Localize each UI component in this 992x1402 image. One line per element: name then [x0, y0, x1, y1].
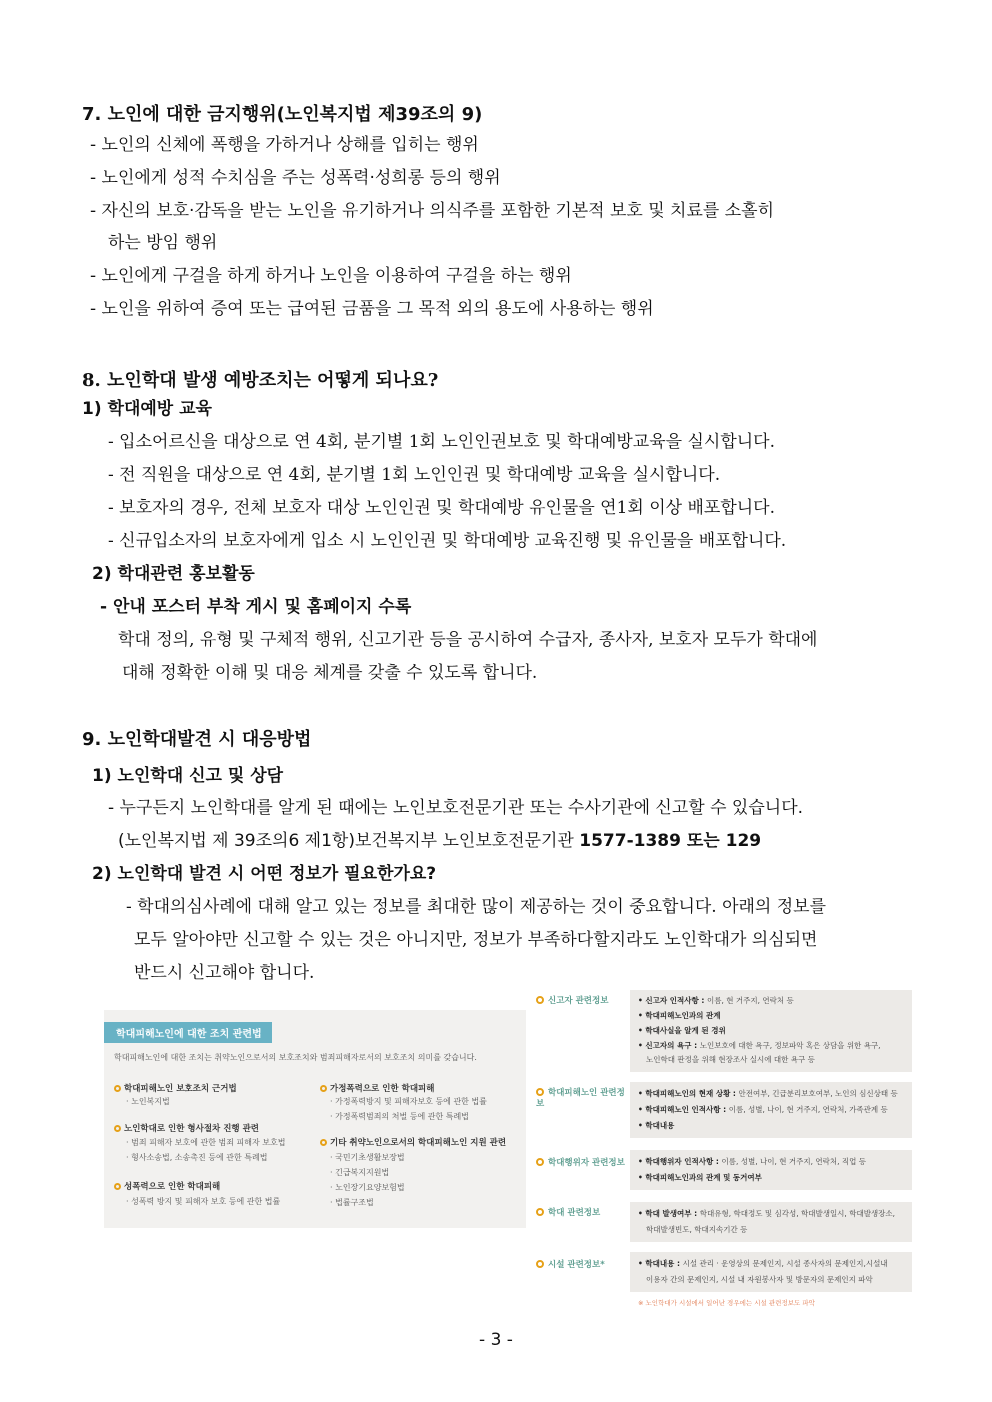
report-info-panel — [528, 990, 918, 1308]
law-item: · 국민기초생활보장법 — [330, 1153, 405, 1162]
bullet-ring-icon — [536, 1158, 544, 1166]
law-item: · 범죄 피해자 보호에 관한 범죄 피해자 보호법 — [126, 1138, 286, 1147]
section9-line: - 학대의심사례에 대해 알고 있는 정보를 최대한 많이 제공하는 것이 중요합니다. 아래의 정보를 — [126, 897, 827, 917]
section7-item: 하는 방임 행위 — [108, 233, 218, 253]
info-row-box: • 신고자 인적사항 : 이름, 현 거주지, 연락처 등 • 학대피해노인과의 관계 • 학대사실을 알게 된 경위 • 신고자의 욕구 : 노인보호에 대한 욕구, 정보파악 혹은 상담을 위한 욕구, 노인학대 판정을 위해 현장조사 실시에 대한 욕구 등 — [630, 990, 912, 1072]
bullet-ring-icon — [114, 1183, 121, 1190]
info-row-box: • 학대행위자 인적사항 : 이름, 성별, 나이, 현 거주지, 연락처, 직업 등 • 학대피해노인과의 관계 및 동거여부 — [630, 1150, 912, 1190]
law-item: · 가정폭력방지 및 피해자보호 등에 관한 법률 — [330, 1097, 487, 1106]
section8-item: - 입소어르신을 대상으로 연 4회, 분기별 1회 노인인권보호 및 학대예방교육을 실시합니다. — [108, 432, 775, 452]
info-row-label: 학대행위자 관련정보 — [536, 1158, 626, 1169]
section8-item: - 전 직원을 대상으로 연 4회, 분기별 1회 노인인권 및 학대예방 교육을 실시합니다. — [108, 465, 721, 485]
law-item: · 노인복지법 — [126, 1097, 170, 1106]
law-item: · 노인장기요양보험법 — [330, 1183, 405, 1192]
law-group-head: 기타 취약노인으로서의 학대피해노인 지원 관련 — [320, 1136, 506, 1148]
section7-title: 7. 노인에 대한 금지행위(노인복지법 제39조의 9) — [82, 104, 483, 125]
section9-line: 반드시 신고해야 합니다. — [134, 963, 315, 983]
law-group-head: 가정폭력으로 인한 학대피해 — [320, 1082, 434, 1094]
hotline-prefix: (노인복지법 제 39조의6 제1항)보건복지부 노인보호전문기관 — [118, 831, 580, 851]
law-item: · 긴급복지지원법 — [330, 1168, 390, 1177]
info-row-box: • 학대피해노인의 현재 상황 : 안전여부, 긴급분리보호여부, 노인의 심신상태 등 • 학대피해노인 인적사항 : 이름, 성별, 나이, 현 거주지, 연락처, 가족관계 등 • 학대내용 — [630, 1082, 912, 1138]
section8-sub2: 2) 학대관련 홍보활동 — [92, 564, 255, 584]
section9-line: 모두 알아야만 신고할 수 있는 것은 아니지만, 정보가 부족하다할지라도 노인학대가 의심되면 — [134, 930, 818, 950]
related-laws-title: 학대피해노인에 대한 조치 관련법 — [104, 1022, 272, 1043]
law-item: · 형사소송법, 소송촉진 등에 관한 특례법 — [126, 1153, 268, 1162]
info-row-box: • 학대내용 : 시설 관리 · 운영상의 문제인지, 시설 종사자의 문제인지,시설내 이용자 간의 문제인지, 시설 내 자원봉사자 및 방문자의 문제인지 파악 — [630, 1252, 912, 1292]
section7-item: - 노인에게 구걸을 하게 하거나 노인을 이용하여 구걸을 하는 행위 — [90, 266, 572, 286]
bullet-ring-icon — [320, 1085, 327, 1092]
info-row-label: 학대피해노인 관련정보 — [536, 1088, 625, 1109]
law-item: · 가정폭력범죄의 처벌 등에 관한 특례법 — [330, 1112, 469, 1121]
section8-line: 대해 정확한 이해 및 대응 체계를 갖출 수 있도록 합니다. — [122, 663, 538, 683]
section9-line: - 누구든지 노인학대를 알게 된 때에는 노인보호전문기관 또는 수사기관에 신고할 수 있습니다. — [108, 798, 804, 818]
law-item: · 법률구조법 — [330, 1198, 374, 1207]
bullet-ring-icon — [536, 996, 544, 1004]
info-row-label: 시설 관련정보* — [536, 1260, 626, 1271]
section7-item: - 노인을 위하여 증여 또는 급여된 금품을 그 목적 외의 용도에 사용하는 행위 — [90, 299, 654, 319]
law-item: · 성폭력 방지 및 피해자 보호 등에 관한 법률 — [126, 1197, 281, 1206]
section8-line: 학대 정의, 유형 및 구체적 행위, 신고기관 등을 공시하여 수급자, 종사자, 보호자 모두가 학대에 — [118, 630, 818, 650]
section8-title: 8. 노인학대 발생 예방조치는 어떻게 되나요? — [82, 370, 439, 391]
section9-title: 9. 노인학대발견 시 대응방법 — [82, 729, 312, 750]
section8-sub2-head: - 안내 포스터 부착 게시 및 홈페이지 수록 — [100, 597, 412, 617]
section9-hotline-line — [118, 829, 761, 853]
bullet-ring-icon — [320, 1139, 327, 1146]
section8-item: - 신규입소자의 보호자에게 입소 시 노인인권 및 학대예방 교육진행 및 유인물을 배포합니다. — [108, 531, 787, 551]
page-number: - 3 - — [479, 1330, 513, 1350]
section8-item: - 보호자의 경우, 전체 보호자 대상 노인인권 및 학대예방 유인물을 연1회 이상 배포합니다. — [108, 498, 775, 518]
section7-item: - 노인에게 성적 수치심을 주는 성폭력·성희롱 등의 행위 — [90, 168, 501, 188]
law-group-head: 노인학대로 인한 형사절차 진행 관련 — [114, 1122, 259, 1134]
info-row-label: 학대 관련정보 — [536, 1208, 626, 1219]
section7-item: - 자신의 보호·감독을 받는 노인을 유기하거나 의식주를 포함한 기본적 보호 및 치료를 소홀히 — [90, 201, 774, 221]
related-laws-panel — [104, 1010, 526, 1228]
bullet-ring-icon — [536, 1088, 544, 1096]
hotline-number: 1577-1389 또는 129 — [579, 831, 762, 851]
facility-note: ※ 노인학대가 시설에서 일어난 경우에는 시설 관련정보도 파악 — [638, 1299, 815, 1307]
bullet-ring-icon — [536, 1260, 544, 1268]
law-group-head: 성폭력으로 인한 학대피해 — [114, 1180, 220, 1192]
section9-sub2: 2) 노인학대 발견 시 어떤 정보가 필요한가요? — [92, 864, 437, 884]
section9-sub1: 1) 노인학대 신고 및 상담 — [92, 766, 284, 786]
bullet-ring-icon — [114, 1125, 121, 1132]
section7-item: - 노인의 신체에 폭행을 가하거나 상해를 입히는 행위 — [90, 135, 479, 155]
info-row-box: • 학대 발생여부 : 학대유형, 학대정도 및 심각성, 학대발생일시, 학대발생장소, 학대발생빈도, 학대지속기간 등 — [630, 1202, 912, 1242]
bullet-ring-icon — [536, 1208, 544, 1216]
section8-sub1: 1) 학대예방 교육 — [82, 399, 212, 419]
law-group-head: 학대피해노인 보호조치 근거법 — [114, 1082, 237, 1094]
info-row-label: 신고자 관련정보 — [536, 996, 626, 1007]
bullet-ring-icon — [114, 1085, 121, 1092]
related-laws-desc: 학대피해노인에 대한 조치는 취약노인으로서의 보호조치와 범죄피해자로서의 보호조치 의미를 갖습니다. — [114, 1053, 477, 1062]
